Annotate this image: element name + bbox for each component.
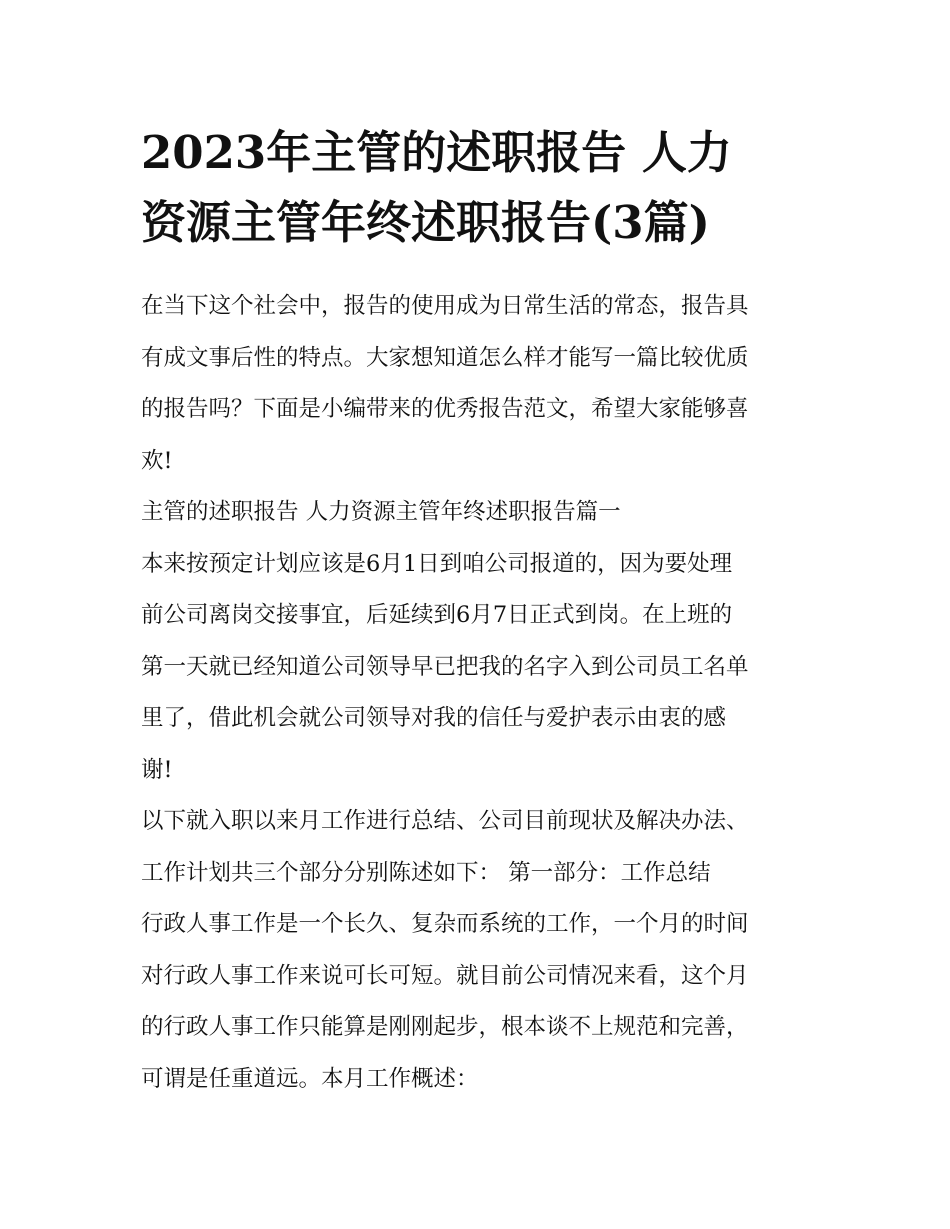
document-title (141, 118, 816, 258)
text-line: 前公司离岗交接事宜，后延续到6月7日正式到岗。在上班的 (141, 602, 733, 628)
body-paragraph (141, 539, 816, 797)
text-line: 本来按预定计划应该是6月1日到咱公司报道的，因为要处理 (141, 550, 733, 577)
text-line: 谢! (141, 756, 173, 783)
text-line: 工作计划共三个部分分别陈述如下： 第一部分：工作总结 (141, 859, 711, 886)
body-paragraph (141, 899, 816, 1105)
text-line: 的报告吗？下面是小编带来的优秀报告范文，希望大家能够喜 (141, 396, 749, 422)
document-body (141, 281, 816, 1105)
text-line: 对行政人事工作来说可长可短。就目前公司情况来看，这个月 (141, 962, 749, 989)
text-line: 主管的述职报告 人力资源主管年终述职报告篇一 (141, 499, 621, 525)
section-heading (141, 487, 816, 539)
title-line: 2023年主管的述职报告 人力 (141, 126, 732, 179)
text-line: 有成文事后性的特点。大家想知道怎么样才能写一篇比较优质 (141, 344, 749, 371)
body-paragraph (141, 796, 816, 899)
text-line: 的行政人事工作只能算是刚刚起步，根本谈不上规范和完善， (141, 1014, 749, 1040)
intro-paragraph (141, 281, 816, 487)
document-content (141, 118, 816, 1105)
text-line: 可谓是任重道远。本月工作概述： (141, 1065, 479, 1092)
text-line: 里了，借此机会就公司领导对我的信任与爱护表示由衷的感 (141, 705, 727, 731)
text-line: 第一天就已经知道公司领导早已把我的名字入到公司员工名单 (141, 653, 749, 680)
text-line: 在当下这个社会中，报告的使用成为日常生活的常态，报告具 (141, 293, 749, 319)
text-line: 以下就入职以来月工作进行总结、公司目前现状及解决办法、 (141, 808, 749, 834)
title-line: 资源主管年终述职报告(3篇) (141, 196, 710, 249)
text-line: 欢! (141, 447, 173, 474)
text-line: 行政人事工作是一个长久、复杂而系统的工作，一个月的时间 (141, 911, 749, 937)
